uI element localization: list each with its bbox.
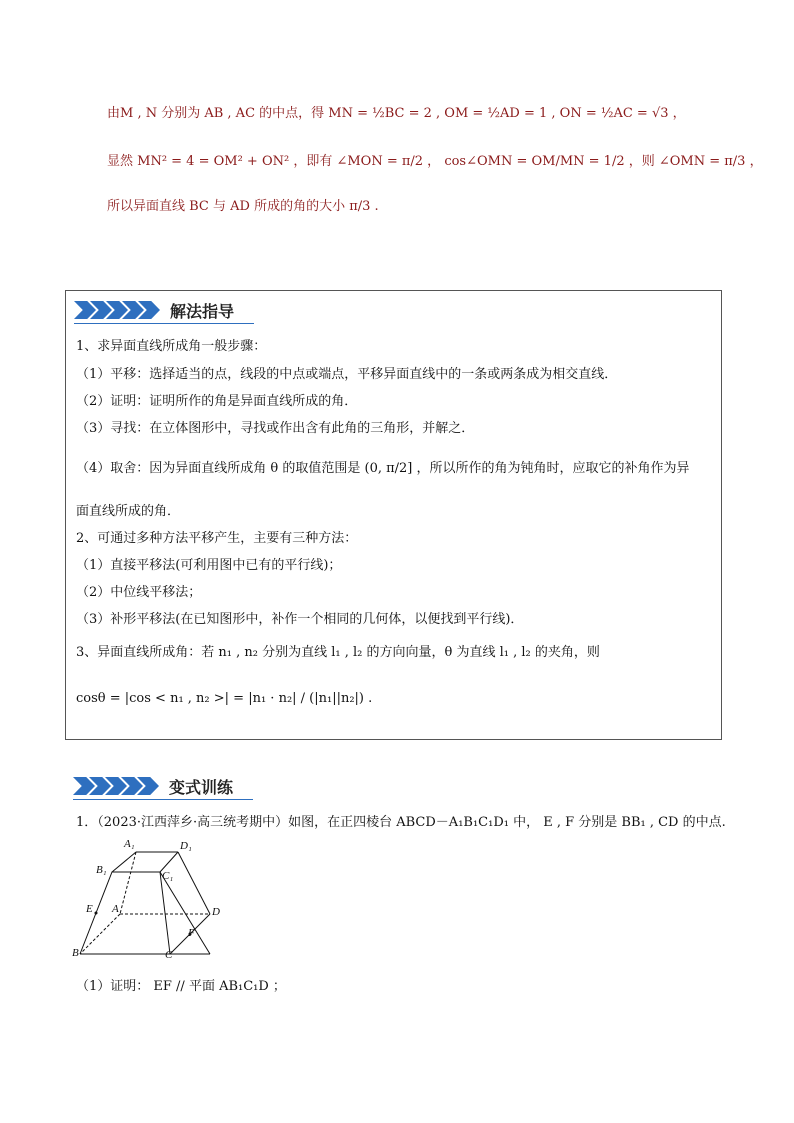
- method-guide-box: [65, 290, 722, 740]
- label-D1: D₁: [180, 840, 192, 852]
- method-item-2: （1）平移：选择适当的点，线段的中点或端点，平移异面直线中的一条或两条成为相交直线．: [76, 367, 618, 382]
- method-item-8: （1）直接平移法(可利用图中已有的平行线)；: [76, 558, 342, 573]
- label-C: C: [165, 949, 173, 961]
- practice-underline: [73, 799, 253, 800]
- label-C1: C₁: [162, 870, 174, 882]
- method-item-1: 1、求异面直线所成角一般步骤：: [76, 339, 267, 354]
- label-F: F: [188, 927, 195, 939]
- method-item-3: （2）证明：证明所作的角是异面直线所成的角．: [76, 394, 358, 409]
- practice-subquestion-1: （1）证明： EF // 平面 AB₁C₁D ；: [76, 979, 286, 994]
- method-item-7: 2、可通过多种方法平移产生，主要有三种方法：: [76, 531, 358, 546]
- method-guide-title: 解法指导: [170, 301, 235, 321]
- frustum-figure: [70, 838, 250, 968]
- method-item-4: （3）寻找：在立体图形中，寻找或作出含有此角的三角形，并解之．: [76, 421, 475, 436]
- method-item-5: （4）取舍：因为异面直线所成角 θ 的取值范围是 (0, π/2] ，所以所作的角为钝角时，应取它的补角作为异: [76, 461, 690, 476]
- label-B: B: [72, 947, 79, 959]
- solution-line-3: 所以异面直线 BC 与 AD 所成的角的大小 π/3 .: [107, 199, 379, 214]
- method-item-6: 面直线所成的角．: [76, 504, 181, 519]
- label-D: D: [212, 906, 220, 918]
- practice-header: [73, 775, 233, 797]
- header-underline: [74, 323, 254, 324]
- practice-question: 1．（2023·江西萍乡·高三统考期中）如图，在正四棱台 ABCD－A₁B₁C₁D₁ 中， E , F 分别是 BB₁ , CD 的中点.: [76, 815, 726, 830]
- chevron-arrows-icon: [74, 299, 154, 321]
- label-B1: B₁: [96, 864, 107, 876]
- method-item-10: （3）补形平移法(在已知图形中，补作一个相同的几何体，以便找到平行线)．: [76, 612, 524, 627]
- method-item-12: cosθ = |cos < n₁ , n₂ >| = |n₁ · n₂| / (|n₁||n₂|) .: [76, 691, 373, 706]
- label-A: A: [112, 903, 119, 915]
- practice-title: 变式训练: [169, 777, 234, 797]
- chevron-arrows-icon: [73, 775, 153, 797]
- label-A1: A₁: [124, 838, 135, 850]
- label-E: E: [86, 903, 93, 915]
- method-item-11: 3、异面直线所成角：若 n₁ , n₂ 分别为直线 l₁ , l₂ 的方向向量，θ 为直线 l₁ , l₂ 的夹角，则: [76, 645, 600, 660]
- method-guide-header: [74, 299, 234, 321]
- solution-line-2: 显然 MN² = 4 = OM² + ON² ，即有 ∠MON = π/2 ， cos∠OMN = OM/MN = 1/2 ，则 ∠OMN = π/3 ，: [107, 154, 763, 169]
- solution-line-1: 由M , N 分别为 AB , AC 的中点，得 MN = ½BC = 2 , OM = ½AD = 1 , ON = ½AC = √3 ，: [107, 106, 686, 121]
- method-item-9: （2）中位线平移法；: [76, 585, 202, 600]
